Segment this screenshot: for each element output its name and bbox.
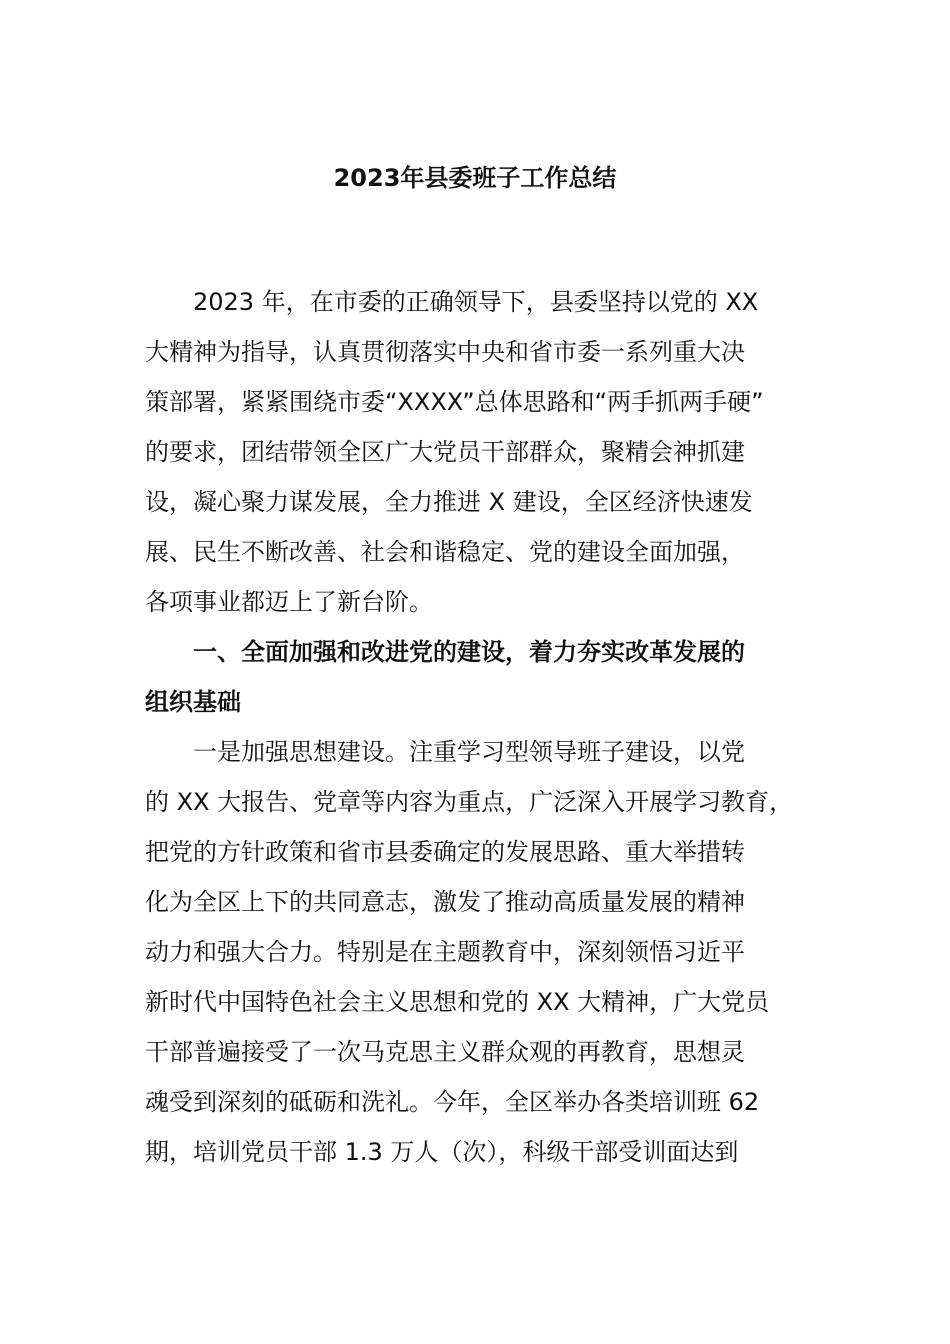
paragraph-line: 展、民生不断改善、社会和谐稳定、党的建设全面加强，: [145, 538, 745, 566]
document-body: [145, 281, 830, 1181]
paragraph-line: 2023 年，在市委的正确领导下，县委坚持以党的 XX: [193, 288, 759, 316]
paragraph-line: 的 XX 大报告、党章等内容为重点，广泛深入开展学习教育，: [145, 788, 794, 816]
document-title: 2023年县委班子工作总结: [333, 164, 617, 192]
paragraph-line: 设，凝心聚力谋发展，全力推进 X 建设，全区经济快速发: [145, 488, 753, 516]
paragraph-line: 把党的方针政策和省市县委确定的发展思路、重大举措转: [145, 838, 745, 866]
section-heading-line: 一、全面加强和改进党的建设，着力夯实改革发展的: [193, 638, 745, 666]
paragraph-line: 魂受到深刻的砥砺和洗礼。今年，全区举办各类培训班 62: [145, 1088, 760, 1116]
paragraph-line: 动力和强大合力。特别是在主题教育中，深刻领悟习近平: [145, 938, 745, 966]
paragraph-line: 的要求，团结带领全区广大党员干部群众，聚精会神抓建: [145, 438, 745, 466]
paragraph-line: 一是加强思想建设。注重学习型领导班子建设，以党: [193, 738, 745, 766]
paragraph-line: 化为全区上下的共同意志，激发了推动高质量发展的精神: [145, 888, 745, 916]
paragraph-line: 期，培训党员干部 1.3 万人（次），科级干部受训面达到: [145, 1138, 739, 1166]
paragraph-line: 各项事业都迈上了新台阶。: [145, 588, 433, 616]
paragraph-line: 干部普遍接受了一次马克思主义群众观的再教育，思想灵: [145, 1038, 745, 1066]
section-heading-line: 组织基础: [145, 688, 241, 716]
paragraph-line: 新时代中国特色社会主义思想和党的 XX 大精神，广大党员: [145, 988, 770, 1016]
paragraph-line: 策部署，紧紧围绕市委“XXXX”总体思路和“两手抓两手硬”: [145, 388, 764, 416]
paragraph-line: 大精神为指导，认真贯彻落实中央和省市委一系列重大决: [145, 338, 745, 366]
